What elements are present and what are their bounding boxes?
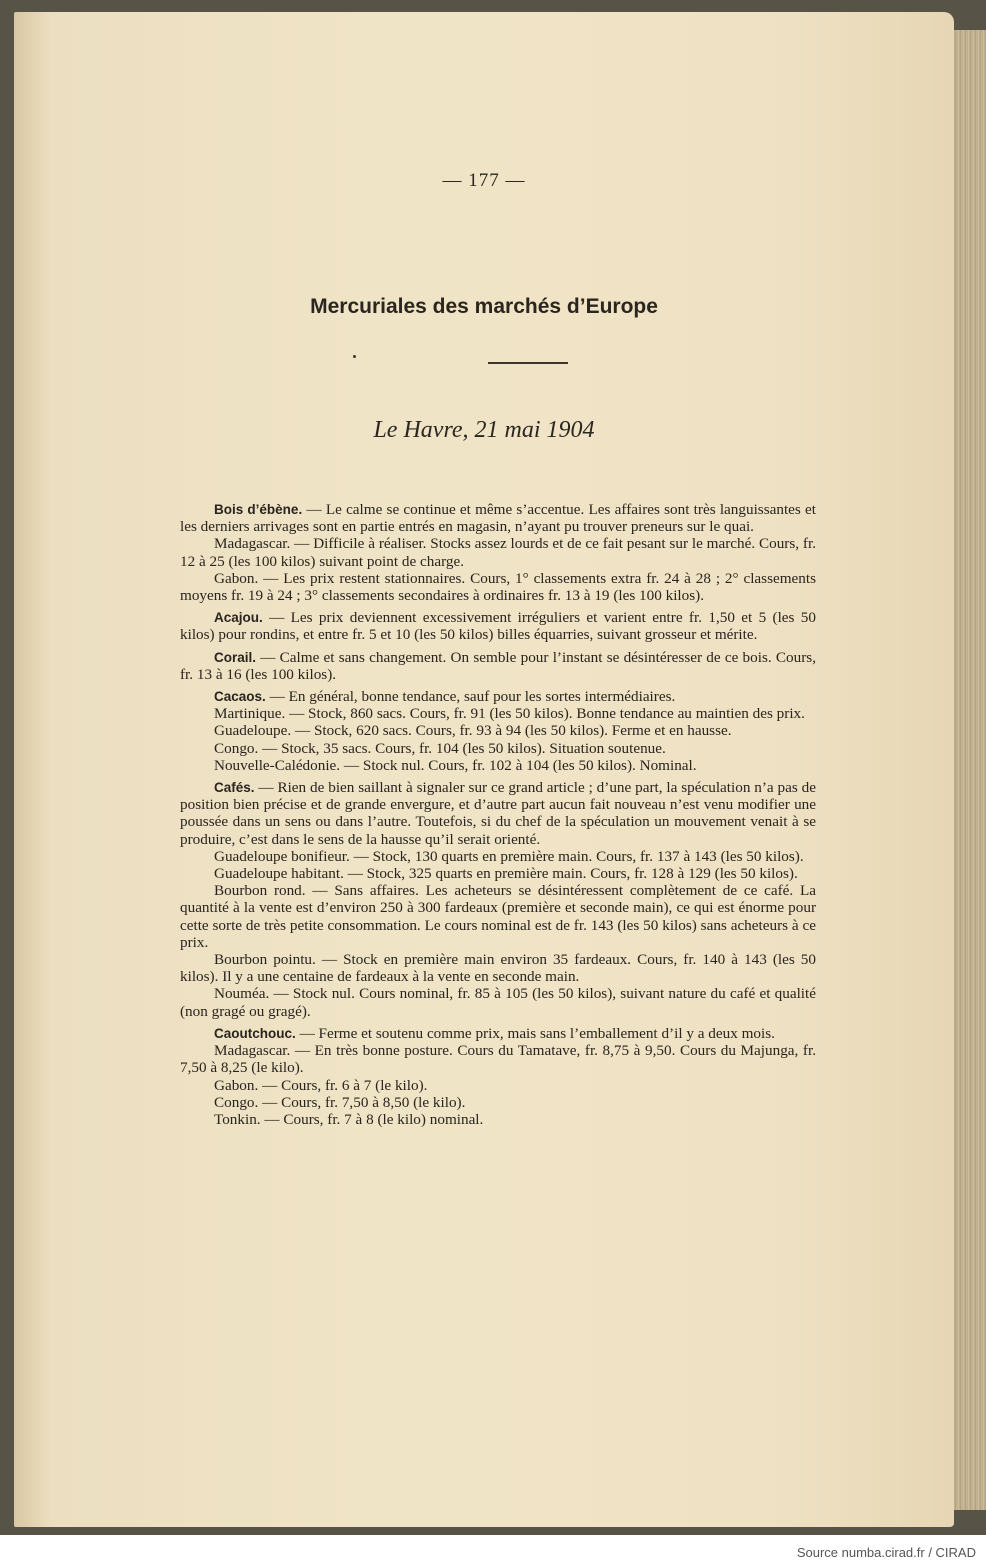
paragraph-text: Bourbon rond. — Sans affaires. Les acheteurs se désintéressent complètement de ce café. La quantité à la vente est d’environ 250 à 300 fardeaux (première et seconde main), ce qui est énorme pour cette sorte de très petite consommation. Le cours nominal est de fr. 143 (les 50 kilos) sans acheteurs à ce prix. <box>180 882 816 951</box>
market-date-heading: Le Havre, 21 mai 1904 <box>373 417 595 443</box>
sub-paragraph <box>180 570 816 604</box>
paragraph-lead: Cacaos. <box>214 689 266 705</box>
sub-paragraph <box>180 985 816 1019</box>
section-paragraph <box>180 501 816 535</box>
page-title: Mercuriales des marchés d’Europe <box>310 295 658 318</box>
paragraph-text: — En général, bonne tendance, sauf pour les sortes intermédiaires. <box>265 688 676 706</box>
sub-paragraph <box>180 1042 816 1076</box>
paragraph-text: — Rien de bien saillant à signaler sur ce grand article ; d’une part, la spéculation n’a pas de position bien précise et de grande envergure, et d’autre part aucun fait nouveau n’est venu modifier une poussée dans un sens ou dans l’autre. Toutefois, si du chef de la spéculation un mouvement venait à se produire, c’est dans le sens de la hausse qu’il serait orienté. <box>180 779 816 848</box>
paragraph-lead: Cafés. <box>214 780 255 796</box>
paragraph-text: Nouméa. — Stock nul. Cours nominal, fr. 85 à 105 (les 50 kilos), suivant nature du café et qualité (non gragé ou gragé). <box>180 985 816 1020</box>
sub-paragraph <box>180 1077 816 1094</box>
paragraph-lead: Acajou. <box>214 610 263 626</box>
paragraph-text: Bourbon pointu. — Stock en première main environ 35 fardeaux. Cours, fr. 140 à 143 (les 50 kilos). Il y a une centaine de fardeaux à la vente en seconde main. <box>180 951 816 986</box>
paragraph-text: Congo. — Stock, 35 sacs. Cours, fr. 104 (les 50 kilos). Situation soutenue. <box>214 739 666 757</box>
paragraph-text: Martinique. — Stock, 860 sacs. Cours, fr. 91 (les 50 kilos). Bonne tendance au maintien des prix. <box>214 705 805 723</box>
paragraph-text: Madagascar. — Difficile à réaliser. Stocks assez lourds et de ce fait pesant sur le marché. Cours, fr. 12 à 25 (les 100 kilos) suivant point de charge. <box>180 535 816 570</box>
section-paragraph <box>180 779 816 848</box>
ink-dot <box>353 355 356 358</box>
sub-paragraph <box>180 535 816 569</box>
sub-paragraph <box>180 865 816 882</box>
page-edges <box>952 30 986 1510</box>
paragraph-text: — Les prix deviennent excessivement irréguliers et varient entre fr. 1,50 et 5 (les 50 kilos) pour rondins, et entre fr. 5 et 10 (les 50 kilos) billes équarries, suivant grosseur et mérite. <box>180 609 816 644</box>
paragraph-text: Nouvelle-Calédonie. — Stock nul. Cours, fr. 102 à 104 (les 50 kilos). Nominal. <box>214 756 697 774</box>
paragraph-text: Guadeloupe habitant. — Stock, 325 quarts en première main. Cours, fr. 128 à 129 (les 50 kilos). <box>214 865 798 883</box>
source-credit: Source numba.cirad.fr / CIRAD <box>796 1545 976 1560</box>
paragraph-text: Tonkin. — Cours, fr. 7 à 8 (le kilo) nominal. <box>214 1110 484 1128</box>
sub-paragraph <box>180 757 816 774</box>
sub-paragraph <box>180 740 816 757</box>
paragraph-lead: Caoutchouc. <box>214 1025 296 1041</box>
sub-paragraph <box>180 1111 816 1128</box>
paper-sheet <box>14 12 954 1527</box>
title-rule <box>488 362 568 364</box>
section-paragraph <box>180 1025 816 1042</box>
sub-paragraph <box>180 882 816 951</box>
sub-paragraph <box>180 722 816 739</box>
article-body <box>180 496 816 1128</box>
page-number: — 177 — <box>442 170 526 191</box>
paragraph-text: Guadeloupe bonifieur. — Stock, 130 quarts en première main. Cours, fr. 137 à 143 (les 50 kilos). <box>214 847 804 865</box>
sub-paragraph <box>180 848 816 865</box>
paragraph-text: Madagascar. — En très bonne posture. Cours du Tamatave, fr. 8,75 à 9,50. Cours du Majunga, fr. 7,50 à 8,25 (le kilo). <box>180 1042 816 1077</box>
paragraph-text: — Le calme se continue et même s’accentue. Les affaires sont très languissantes et les derniers arrivages sont en partie entrés en magasin, n’ayant pu trouver preneurs sur le quai. <box>180 501 816 536</box>
sub-paragraph <box>180 705 816 722</box>
paragraph-lead: Bois d’ébène. <box>214 502 303 517</box>
paragraph-text: Congo. — Cours, fr. 7,50 à 8,50 (le kilo). <box>214 1093 466 1111</box>
paragraph-text: Gabon. — Cours, fr. 6 à 7 (le kilo). <box>214 1076 428 1094</box>
section-paragraph <box>180 688 816 705</box>
sub-paragraph <box>180 1094 816 1111</box>
section-paragraph <box>180 609 816 643</box>
sub-paragraph <box>180 951 816 985</box>
paragraph-lead: Corail. <box>214 649 257 665</box>
page-content <box>14 12 954 1527</box>
paragraph-text: — Ferme et soutenu comme prix, mais sans l’emballement d’il y a deux mois. <box>295 1024 775 1042</box>
paragraph-text: Guadeloupe. — Stock, 620 sacs. Cours, fr. 93 à 94 (les 50 kilos). Ferme et en hausse. <box>214 722 732 740</box>
section-paragraph <box>180 649 816 683</box>
paragraph-text: Gabon. — Les prix restent stationnaires. Cours, 1° classements extra fr. 24 à 28 ; 2° classements moyens fr. 19 à 24 ; 3° classements secondaires à ordinaires fr. 13 à 19 (les 100 kilos). <box>180 569 816 605</box>
paragraph-text: — Calme et sans changement. On semble pour l’instant se désintéresser de ce bois. Cours, fr. 13 à 16 (les 100 kilos). <box>180 648 816 683</box>
